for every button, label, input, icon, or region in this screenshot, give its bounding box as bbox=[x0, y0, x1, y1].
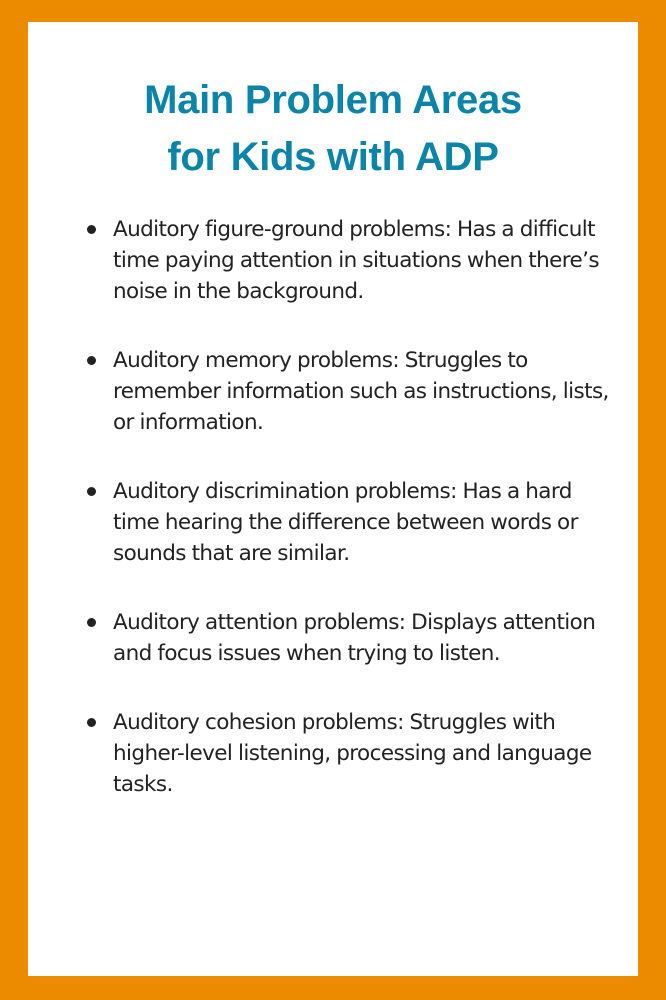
list-item bbox=[113, 607, 613, 669]
bullet-dot-icon bbox=[87, 487, 96, 496]
problem-areas-list bbox=[113, 214, 613, 838]
list-item-text: Auditory discrimination problems: Has a hard time hearing the difference between words or sounds that are similar. bbox=[113, 479, 578, 566]
bullet-dot-icon bbox=[87, 618, 96, 627]
list-item bbox=[113, 214, 613, 307]
title-line-2: for Kids with ADP bbox=[167, 135, 499, 179]
list-item bbox=[113, 476, 613, 569]
page-title bbox=[28, 72, 638, 186]
list-item-text: Auditory figure-ground problems: Has a difficult time paying attention in situations when there’s noise in the background. bbox=[113, 217, 600, 304]
bullet-dot-icon bbox=[87, 225, 96, 234]
list-item-text: Auditory memory problems: Struggles to remember information such as instructions, lists, or information. bbox=[113, 348, 609, 435]
bullet-dot-icon bbox=[87, 356, 96, 365]
content-panel bbox=[28, 22, 638, 976]
list-item-text: Auditory attention problems: Displays attention and focus issues when trying to listen. bbox=[113, 610, 596, 666]
list-item-text: Auditory cohesion problems: Struggles with higher-level listening, processing and language tasks. bbox=[113, 710, 592, 797]
bullet-dot-icon bbox=[87, 718, 96, 727]
title-line-1: Main Problem Areas bbox=[144, 78, 522, 122]
list-item bbox=[113, 345, 613, 438]
list-item bbox=[113, 707, 613, 800]
